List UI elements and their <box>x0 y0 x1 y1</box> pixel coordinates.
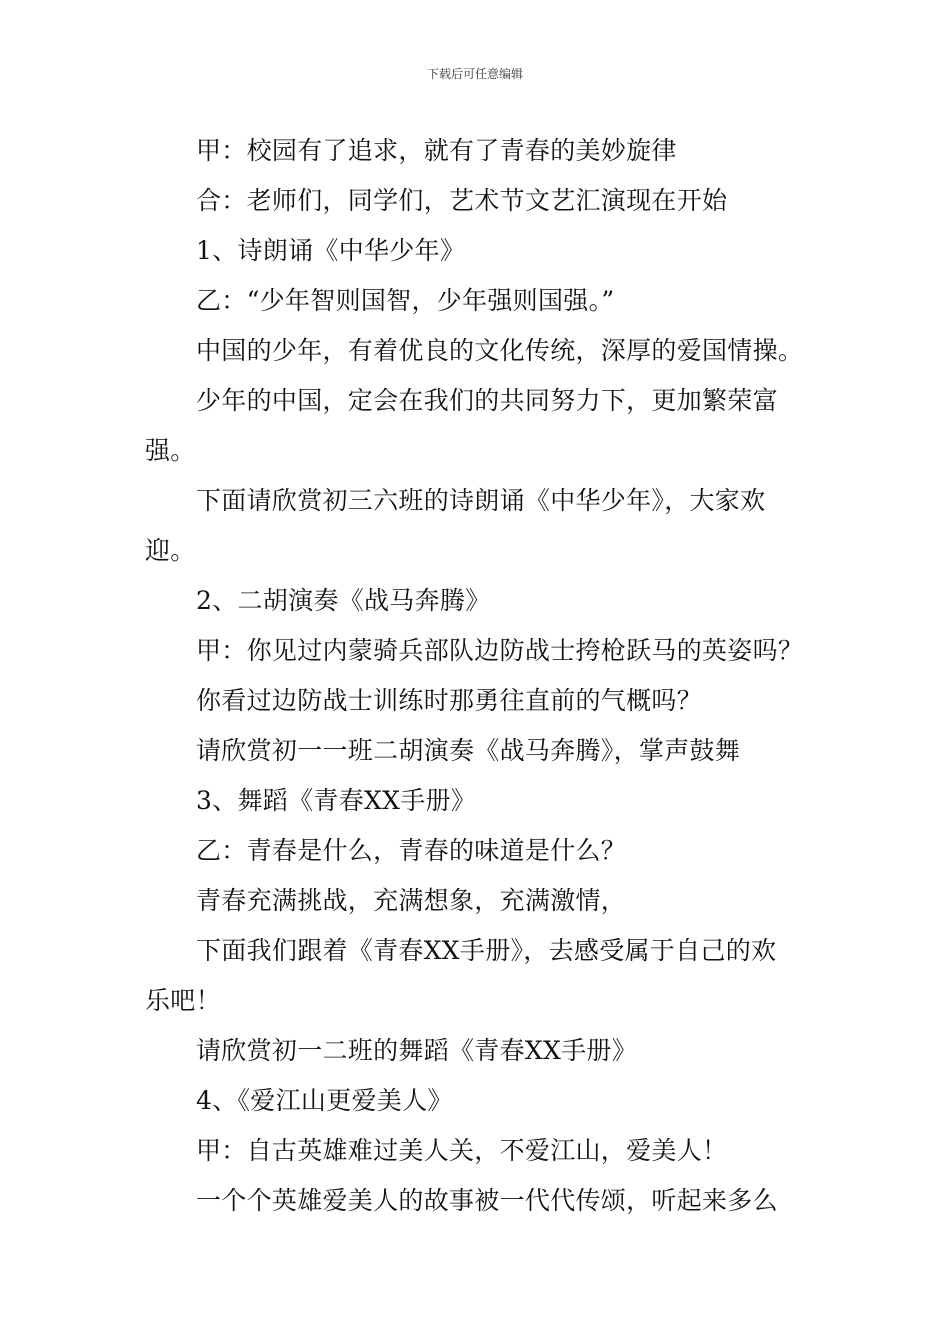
text-line: 3、舞蹈《青春XX手册》 <box>196 786 477 815</box>
text-line: 乙：青春是什么，青春的味道是什么？ <box>196 836 627 865</box>
text-line: 甲：你见过内蒙骑兵部队边防战士挎枪跃马的英姿吗？ <box>196 636 804 665</box>
document-body <box>145 126 815 1226</box>
text-line: 一个个英雄爱美人的故事被一代代传颂，听起来多么 <box>196 1186 778 1215</box>
text-line: 下面请欣赏初三六班的诗朗诵《中华少年》，大家欢 <box>196 486 766 515</box>
text-line: 1、诗朗诵《中华少年》 <box>196 236 466 265</box>
text-line: 青春充满挑战，充满想象，充满激情， <box>196 886 627 915</box>
text-line: 乙：“少年智则国智，少年强则国强。” <box>196 286 615 315</box>
page-header: 下载后可任意编辑 <box>426 67 523 81</box>
text-line: 甲：校园有了追求，就有了青春的美妙旋律 <box>196 136 677 165</box>
text-line: 甲：自古英雄难过美人关，不爱江山，爱美人！ <box>196 1136 728 1165</box>
text-line: 少年的中国，定会在我们的共同努力下，更加繁荣富 <box>196 386 778 415</box>
text-line: 中国的少年，有着优良的文化传统，深厚的爱国情操。 <box>196 336 804 365</box>
text-line: 强。 <box>145 436 196 465</box>
text-line: 2、二胡演奏《战马奔腾》 <box>196 586 491 615</box>
text-line: 请欣赏初一二班的舞蹈《青春XX手册》 <box>196 1036 637 1065</box>
text-line: 合：老师们，同学们，艺术节文艺汇演现在开始 <box>196 186 728 215</box>
text-line: 请欣赏初一一班二胡演奏《战马奔腾》，掌声鼓舞 <box>196 736 741 765</box>
text-line: 4、《爱江山更爱美人》 <box>196 1086 453 1115</box>
text-line: 乐吧！ <box>145 986 221 1015</box>
text-line: 下面我们跟着《青春XX手册》，去感受属于自己的欢 <box>196 936 777 965</box>
text-line: 迎。 <box>145 536 196 565</box>
text-line: 你看过边防战士训练时那勇往直前的气概吗？ <box>196 686 703 715</box>
